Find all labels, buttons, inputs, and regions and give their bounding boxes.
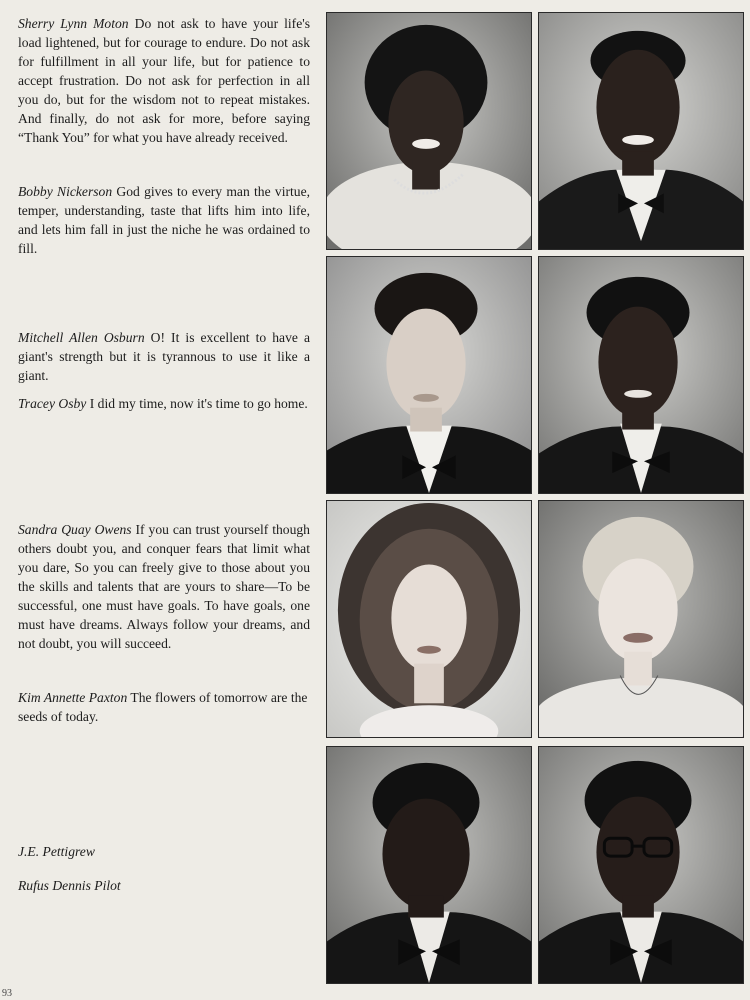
student-quote: Do not ask to have your life's load lightened, but for courage to endure. Do not ask for fulfillment in all your life, but for patience to accept frustration. Do not ask for perfection in all you do, but for the wisdom not to repeat mistakes. And finally, do not ask for more, before saying “Thank You” for what you have already received. [18, 16, 310, 145]
student-name: Rufus Dennis Pilot [18, 878, 121, 893]
entry-bobby-nickerson [18, 182, 310, 258]
student-quote: O! It is excellent to have a giant's strength but it is tyrannous to use it like a giant. [18, 330, 310, 383]
entry-sandra-owens [18, 520, 310, 653]
student-name: Mitchell Allen Osburn [18, 330, 145, 345]
page-number: 93 [2, 988, 12, 999]
entry-sherry-moton [18, 14, 310, 147]
portrait-rufus-pilot [538, 746, 744, 984]
student-quote: If you can trust yourself though others doubt you, and conquer fears that limit what you dare, So you can freely give to those about you the skills and talents that are yours to share—To be successful, one must have goals. To have goals, one must have dreams. Always follow your dreams, and not doubt, you will succeed. [18, 522, 310, 651]
portrait-je-pettigrew [326, 746, 532, 984]
student-name: Kim Annette Paxton [18, 690, 128, 705]
student-quote: God gives to every man the virtue, temper, understanding, taste that lifts him into life, and lets him fall in just the niche he was ordained to fill. [18, 184, 311, 256]
student-name: Sherry Lynn Moton [18, 16, 129, 31]
student-name: Bobby Nickerson [18, 184, 113, 199]
portrait-bobby-nickerson [538, 12, 744, 250]
student-name: Tracey Osby [18, 396, 87, 411]
entry-mitchell-osburn [18, 328, 310, 385]
portrait-kim-paxton [538, 500, 744, 738]
portrait-sandra-owens [326, 500, 532, 738]
student-quote: The flowers of tomorrow are the seeds of today. [18, 690, 308, 724]
student-name: Sandra Quay Owens [18, 522, 132, 537]
entry-je-pettigrew [18, 842, 310, 861]
portrait-mitchell-osburn [326, 256, 532, 494]
entry-tracey-osby [18, 394, 310, 413]
entry-kim-paxton [18, 688, 310, 726]
portrait-tracey-osby [538, 256, 744, 494]
portrait-sherry-moton [326, 12, 532, 250]
entry-rufus-pilot [18, 876, 310, 895]
student-name: J.E. Pettigrew [18, 844, 95, 859]
student-quote: I did my time, now it's time to go home. [89, 396, 308, 411]
